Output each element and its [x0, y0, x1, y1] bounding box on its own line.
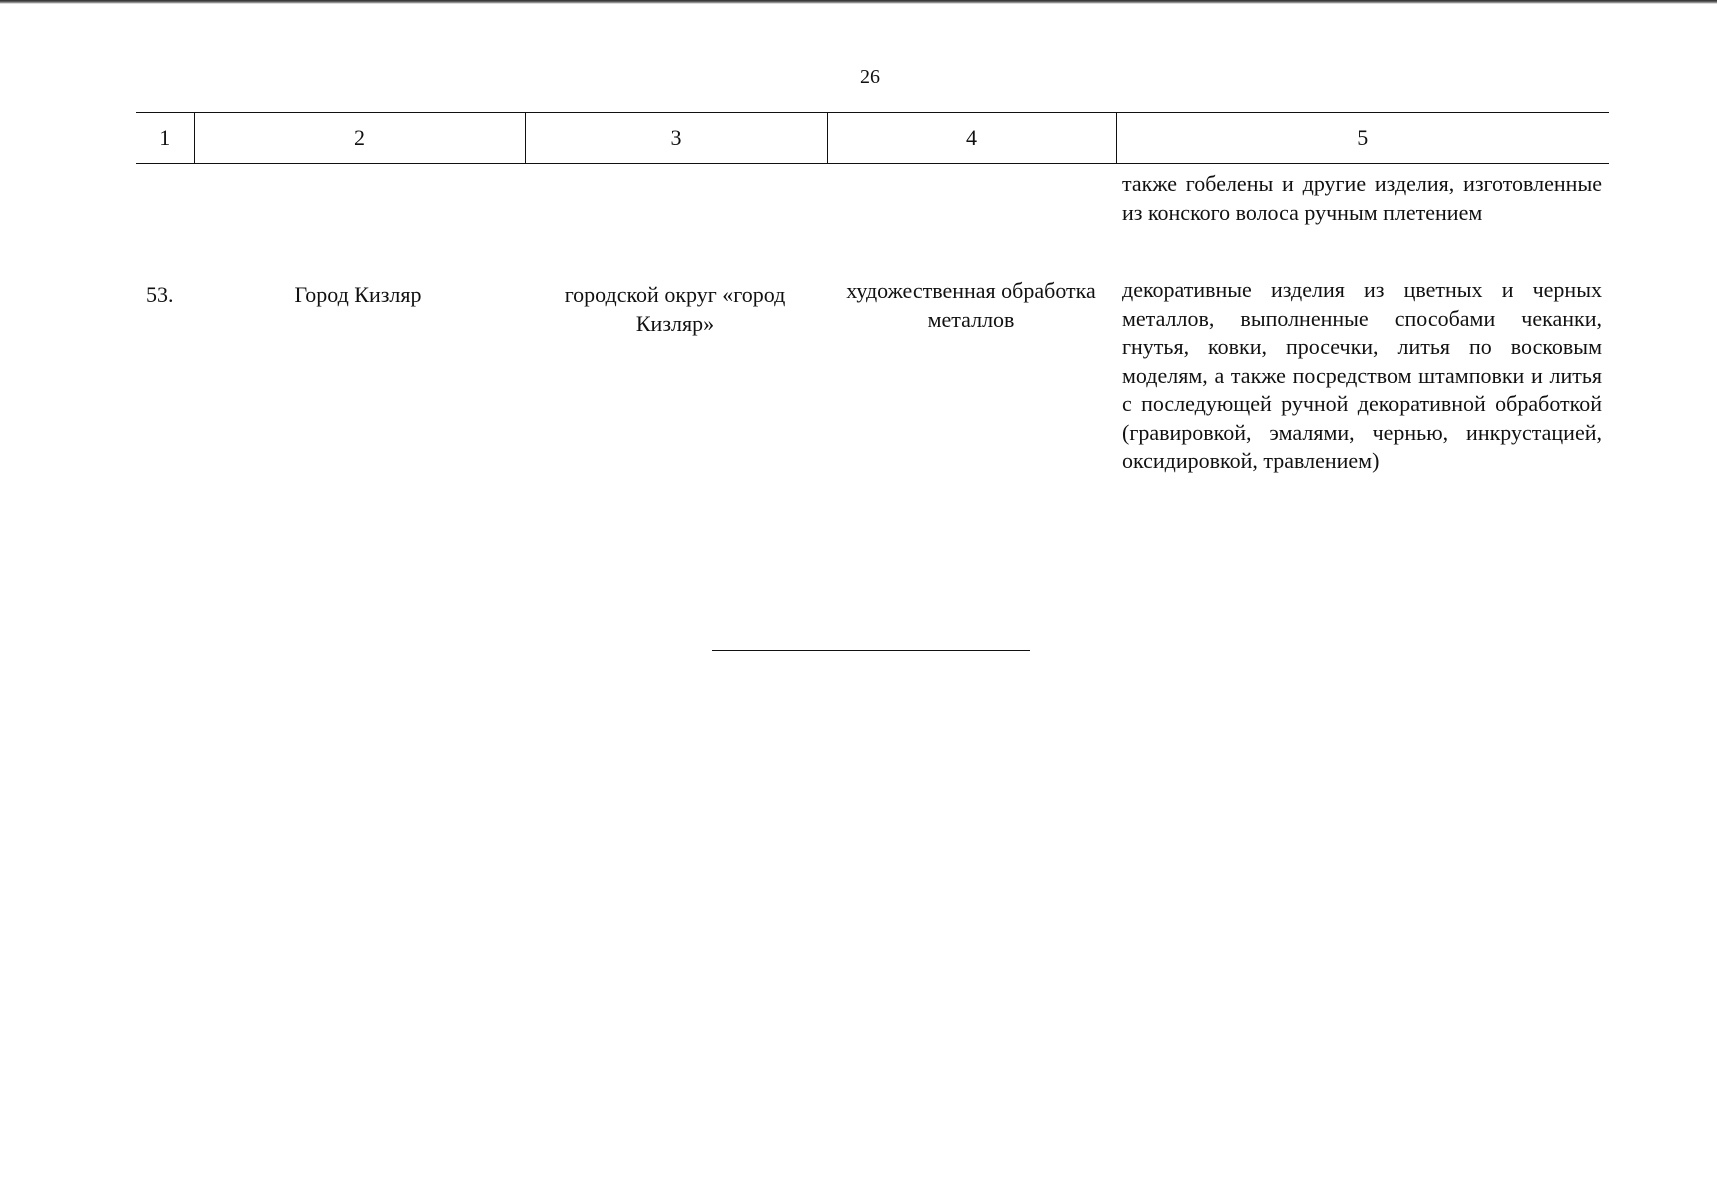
- row-number: 53.: [146, 282, 174, 307]
- column-header-5: 5: [1116, 113, 1609, 164]
- column-header-2: 2: [194, 113, 525, 164]
- column-header-4: 4: [827, 113, 1116, 164]
- page-number: 26: [860, 66, 880, 88]
- scan-edge: [0, 0, 1717, 4]
- row-place: Город Кизляр: [294, 282, 422, 307]
- column-header-3: 3: [525, 113, 827, 164]
- row-municipality: городской округ «город Кизляр»: [564, 282, 786, 336]
- row-craft: художественная обработка металлов: [846, 278, 1096, 332]
- column-header-1: 1: [136, 113, 194, 164]
- table-header: [136, 112, 1609, 164]
- end-of-document-line: [712, 650, 1030, 651]
- row-description: декоративные изделия из цветных и черных металлов, выполненные способами чеканки, гнутья, ковки, просечки, литья по восковым моделям, а также посредством штамповки и литья с последующей ручной декоративной обработкой (гравировкой, эмалями, чернью, инкрустацией, оксидировкой, травлением): [1122, 277, 1602, 473]
- continuation-description: также гобелены и другие изделия, изготовленные из конского волоса ручным плетением: [1122, 171, 1602, 225]
- header-row: [136, 113, 1609, 164]
